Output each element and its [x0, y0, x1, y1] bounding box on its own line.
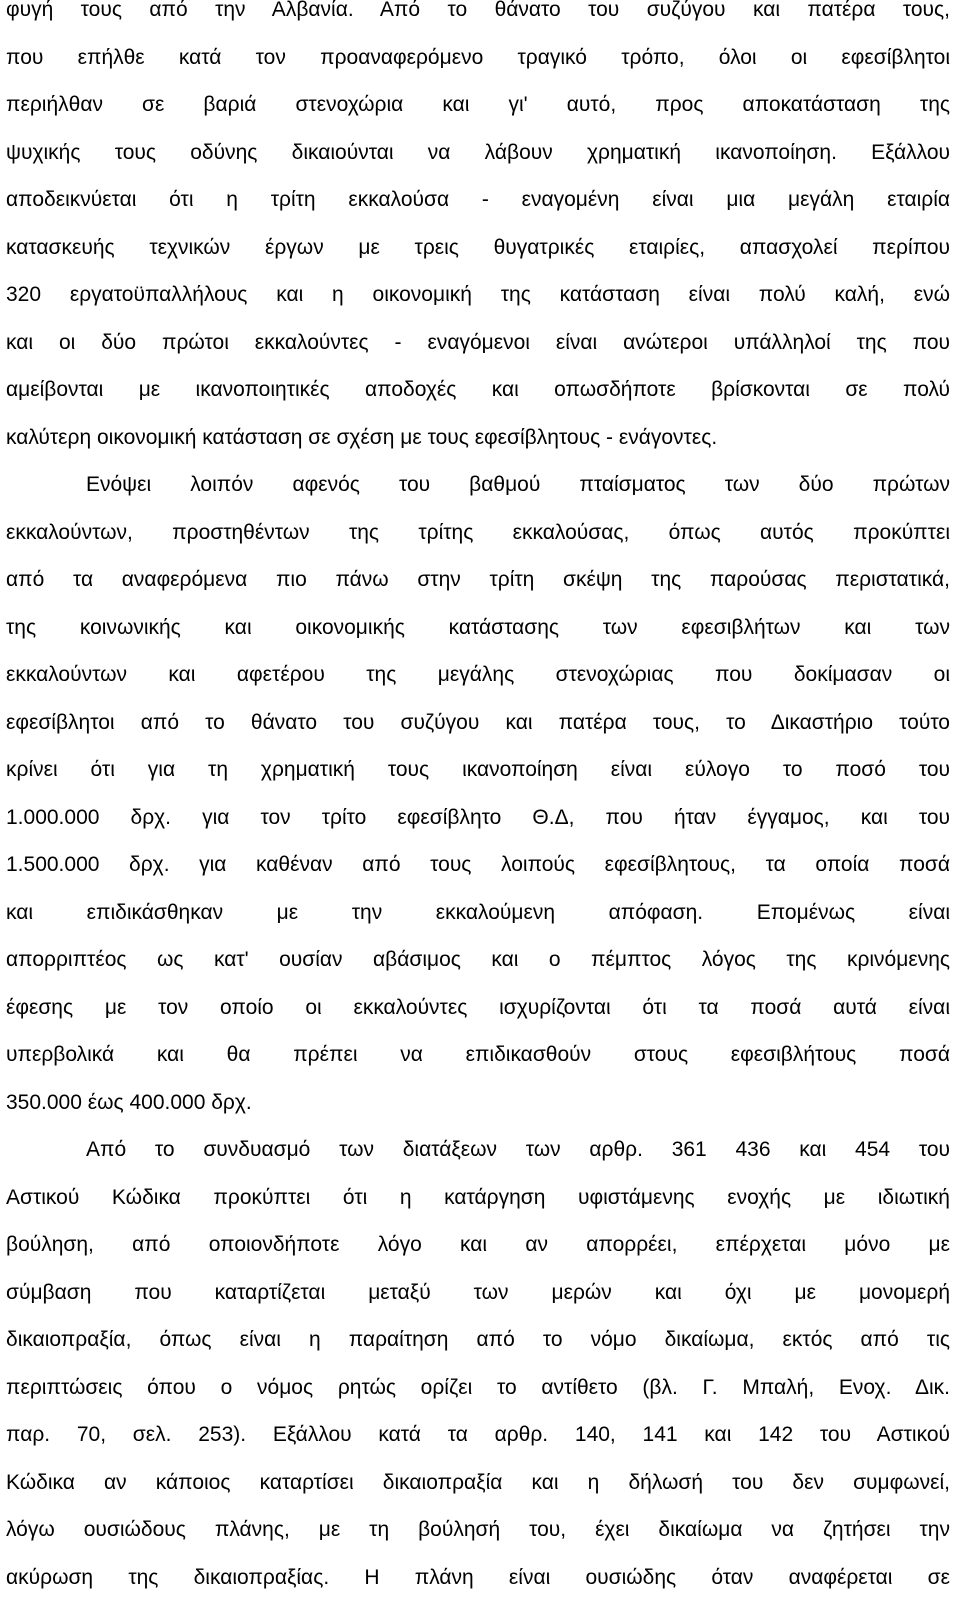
- text-line: της κοινωνικής και οικονομικής κατάστασης των εφεσιβλήτων και των: [6, 615, 950, 639]
- text-line: καλύτερη οικονομική κατάσταση σε σχέση με τους εφεσίβλητους - ενάγοντες.: [6, 425, 718, 449]
- text-line: απορριπτέος ως κατ' ουσίαν αβάσιμος και ο πέμπτος λόγος της κρινόμενης: [6, 948, 950, 971]
- text-line: ακύρωση της δικαιοπραξίας. Η πλάνη είναι ουσιώδης όταν αναφέρεται σε: [6, 1565, 950, 1589]
- text-line: εκκαλούντων και αφετέρου της μεγάλης στενοχώριας που δοκίμασαν οι: [6, 663, 950, 686]
- paragraph-1: [6, 0, 950, 461]
- text-line: 350.000 έως 400.000 δρχ.: [6, 1090, 252, 1114]
- text-line: αποδεικνύεται ότι η τρίτη εκκαλούσα - εναγομένη είναι μια μεγάλη εταιρία: [6, 188, 950, 211]
- text-line: κρίνει ότι για τη χρηματική τους ικανοποίηση είναι εύλογο το ποσό του: [6, 758, 950, 781]
- text-line: και οι δύο πρώτοι εκκαλούντες - εναγόμενοι είναι ανώτεροι υπάλληλοί της που: [6, 330, 950, 354]
- paragraph-2: [6, 461, 950, 1126]
- text-line: εφεσίβλητοι από το θάνατο του συζύγου και πατέρα τους, το Δικαστήριο τούτο: [6, 710, 950, 734]
- text-line: δικαιοπραξία, όπως είναι η παραίτηση από το νόμο δικαίωμα, εκτός από τις: [6, 1328, 950, 1351]
- text-line: περιπτώσεις όπου ο νόμος ρητώς ορίζει το αντίθετο (βλ. Γ. Μπαλή, Ενοχ. Δικ.: [6, 1375, 950, 1399]
- paragraph-3: [6, 1126, 950, 1601]
- text-line: περιήλθαν σε βαριά στενοχώρια και γι' αυτό, προς αποκατάσταση της: [6, 93, 950, 116]
- text-line: αμείβονται με ικανοποιητικές αποδοχές και οπωσδήποτε βρίσκονται σε πολύ: [6, 378, 950, 401]
- text-line: από τα αναφερόμενα πιο πάνω στην τρίτη σκέψη της παρούσας περιστατικά,: [6, 568, 950, 591]
- text-line: κατασκευής τεχνικών έργων με τρεις θυγατρικές εταιρίες, απασχολεί περίπου: [6, 235, 950, 259]
- text-line: σύμβαση που καταρτίζεται μεταξύ των μερών και όχι με μονομερή: [6, 1280, 950, 1304]
- text-line: έφεσης με τον οποίο οι εκκαλούντες ισχυρίζονται ότι τα ποσά αυτά είναι: [6, 995, 950, 1019]
- text-line: και επιδικάσθηκαν με την εκκαλούμενη απόφαση. Επομένως είναι: [6, 900, 950, 924]
- text-line: 1.000.000 δρχ. για τον τρίτο εφεσίβλητο Θ.Δ, που ήταν έγγαμος, και του: [6, 805, 950, 829]
- text-line: Αστικού Κώδικα προκύπτει ότι η κατάργηση υφιστάμενης ενοχής με ιδιωτική: [6, 1185, 950, 1209]
- text-line: που επήλθε κατά τον προαναφερόμενο τραγικό τρόπο, όλοι οι εφεσίβλητοι: [6, 45, 950, 69]
- text-line: λόγω ουσιώδους πλάνης, με τη βούλησή του, έχει δικαίωμα να ζητήσει την: [6, 1518, 950, 1541]
- text-line: Ενόψει λοιπόν αφενός του βαθμού πταίσματος των δύο πρώτων: [86, 473, 950, 496]
- text-line: παρ. 70, σελ. 253). Εξάλλου κατά τα αρθρ. 140, 141 και 142 του Αστικού: [6, 1423, 950, 1446]
- text-line: υπερβολικά και θα πρέπει να επιδικασθούν στους εφεσιβλήτους ποσά: [6, 1043, 950, 1066]
- text-line: εκκαλούντων, προστηθέντων της τρίτης εκκαλούσας, όπως αυτός προκύπτει: [6, 520, 950, 544]
- text-line: 320 εργατοϋπαλλήλους και η οικονομική της κατάσταση είναι πολύ καλή, ενώ: [6, 283, 950, 306]
- text-line: φυγή τους από την Αλβανία. Από το θάνατο του συζύγου και πατέρα τους,: [6, 0, 950, 21]
- text-line: ψυχικής τους οδύνης δικαιούνται να λάβουν χρηματική ικανοποίηση. Εξάλλου: [6, 140, 950, 164]
- text-line: Κώδικα αν κάποιος καταρτίσει δικαιοπραξία και η δήλωσή του δεν συμφωνεί,: [6, 1470, 950, 1494]
- text-line: Από το συνδυασμό των διατάξεων των αρθρ. 361 436 και 454 του: [86, 1138, 950, 1161]
- text-line: βούληση, από οποιονδήποτε λόγο και αν απορρέει, επέρχεται μόνο με: [6, 1233, 950, 1256]
- text-line: 1.500.000 δρχ. για καθέναν από τους λοιπούς εφεσίβλητους, τα οποία ποσά: [6, 853, 950, 876]
